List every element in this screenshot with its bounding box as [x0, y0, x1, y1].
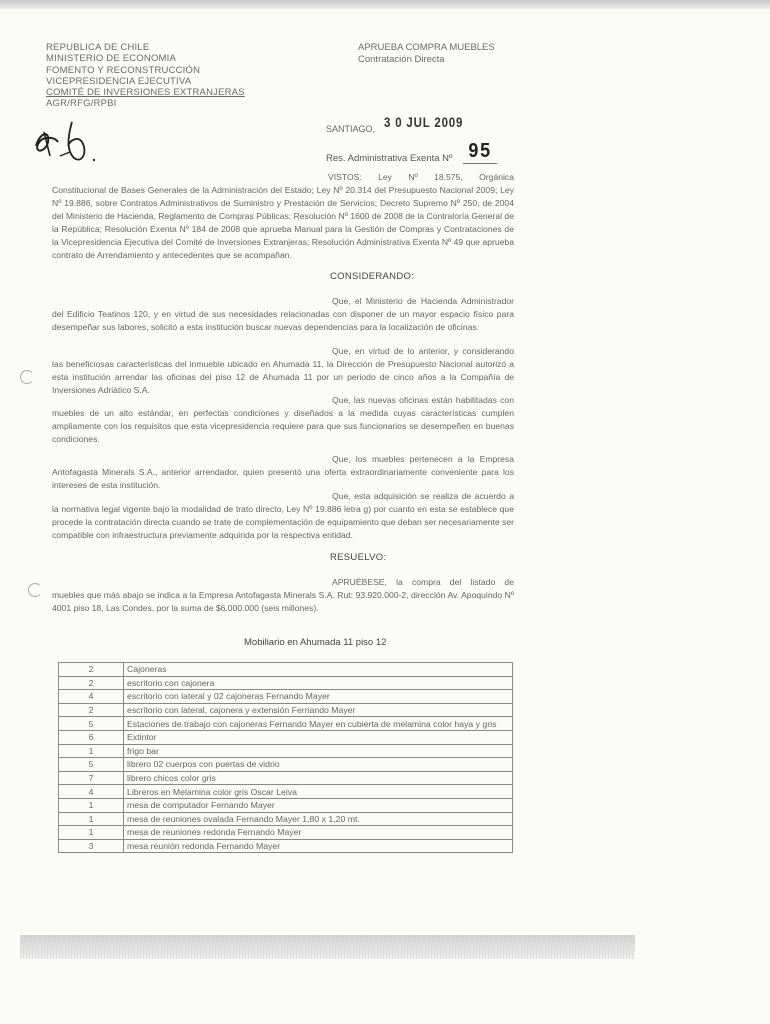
quantity-cell: 5: [59, 758, 124, 772]
item-cell: frigo bar: [124, 744, 513, 758]
table-row: [59, 717, 513, 731]
reference-initials: AGR/RFG/RPBI: [46, 98, 117, 110]
subject-line: APRUEBA COMPRA MUEBLES: [358, 42, 495, 53]
vistos-text: VISTOS: Ley Nº 18.575, Orgánica Constitucional de Bases Generales de la Administración del Estado; Ley Nº 20.314 del Presupuesto Nacional 2009; Ley Nº 19.886, sobre Contratos Administrativos de Suministro y Prestación de Servicios; Decreto Supremo Nº 250, de 2004 del Ministerio de Hacienda, Reglamento de Compras Públicas; Resolución Nº 1600 de 2008 de la Contraloría General de la República; Resolución Exenta Nº 184 de 2008 que aprueba Manual para la Gestión de Compras y Contrataciones de la Vicepresidencia Ejecutiva del Comité de Inversiones Extranjeras; Resolución Administrativa Exenta Nº 49 que aprueba contrato de Arrendamiento y antecedentes que se acompañan.: [52, 172, 514, 260]
resuelvo-text: APRUÉBESE, la compra del listado de muebles que más abajo se indica a la Empresa Antofagasta Minerals S.A. Rut: 93.920.000-2, dirección Av. Apoquindo Nº 4001 piso 18, Las Condes, por la suma de $6.000.000 (seis millones).: [52, 577, 514, 613]
resolution-number: 95: [463, 140, 497, 164]
quantity-cell: 7: [59, 771, 124, 785]
handwritten-signature: [30, 112, 110, 172]
quantity-cell: 1: [59, 798, 124, 812]
considerando-2: [52, 345, 514, 397]
item-cell: escritorio con lateral, cajonera y extensión Fernando Mayer: [124, 703, 513, 717]
quantity-cell: 1: [59, 826, 124, 840]
table-row: [59, 758, 513, 772]
table-row: [59, 826, 513, 840]
furniture-table: [58, 662, 513, 853]
document-subject: [358, 42, 495, 65]
item-cell: librero 02 cuerpos con puertas de vidrio: [124, 758, 513, 772]
considerando-text: Que, las nuevas oficinas están habilitadas con muebles de un alto estándar, en perfectas condiciones y diseñados a la medida cuyas características cumplen ampliamente con los requisitos que esta vicepresidencia requiere para que sus funcionarios se desempeñen en buenas condiciones.: [52, 395, 514, 444]
item-cell: Extintor: [124, 730, 513, 744]
item-cell: mesa reunión redonda Fernando Mayer: [124, 839, 513, 853]
table-row: [59, 798, 513, 812]
table-row: [59, 730, 513, 744]
quantity-cell: 2: [59, 703, 124, 717]
quantity-cell: 4: [59, 690, 124, 704]
table-row: [59, 812, 513, 826]
table-title: Mobiliario en Ahumada 11 piso 12: [244, 637, 387, 648]
item-cell: librero chicos color gris: [124, 771, 513, 785]
date-stamp: 3 0 JUL 2009: [384, 114, 464, 130]
quantity-cell: 1: [59, 812, 124, 826]
letterhead-line: COMITÉ DE INVERSIONES EXTRANJERAS: [46, 87, 245, 99]
vistos-paragraph: [52, 171, 514, 262]
table-row: [59, 690, 513, 704]
considerando-3: [52, 394, 514, 446]
letterhead-line: VICEPRESIDENCIA EJECUTIVA: [46, 75, 192, 87]
scan-bottom-artifact: [20, 935, 635, 959]
scan-margin-mark: [20, 370, 34, 384]
considerando-1: [52, 295, 514, 334]
place-label: SANTIAGO,: [326, 124, 376, 134]
considerando-text: Que, los muebles pertenecen a la Empresa Antofagasta Minerals S.A., anterior arrendador, quien presentó una oferta extraordinariamente conveniente para los intereses de esta institución.: [52, 454, 514, 490]
table-row: [59, 676, 513, 690]
table-row: [59, 744, 513, 758]
quantity-cell: 1: [59, 744, 124, 758]
scan-top-edge: [0, 0, 770, 9]
resuelvo-heading: RESUELVO:: [330, 552, 387, 563]
letterhead-line: REPUBLICA DE CHILE: [46, 42, 150, 53]
item-cell: mesa de reuniones ovalada Fernando Mayer 1,80 x 1,20 mt.: [124, 812, 513, 826]
item-cell: Estaciones de trabajo con cajoneras Fernando Mayer en cubierta de melamina color haya y gris: [124, 717, 513, 731]
item-cell: mesa de reuniones redonda Fernando Mayer: [124, 826, 513, 840]
considerando-text: Que, en virtud de lo anterior, y considerando las beneficiosas características del inmueble ubicado en Ahumada 11, la Dirección de Presupuesto Nacional autorizó a esta institución arrendar las oficinas del piso 12 de Ahumada 11 por un periodo de cinco años a la Compañía de Inversiones Adriático S.A.: [52, 346, 514, 395]
considerando-text: Que, el Ministerio de Hacienda Administrador del Edificio Teatinos 120, y en virtud de sus necesidades relacionadas con disponer de un mayor espacio físico para desempeñar sus labores, solicitó a esta institución buscar nuevas dependencias para la localización de oficinas.: [52, 296, 514, 332]
subject-line: Contratación Directa: [358, 53, 445, 65]
item-cell: mesa de computador Fernando Mayer: [124, 798, 513, 812]
table-row: [59, 703, 513, 717]
item-cell: Libreros en Melamina color gris Oscar Leiva: [124, 785, 513, 799]
table-row: [59, 785, 513, 799]
quantity-cell: 4: [59, 785, 124, 799]
resolution-label: Res. Administrativa Exenta Nº: [326, 153, 453, 164]
letterhead-line: FOMENTO Y RECONSTRUCCIÓN: [46, 64, 201, 76]
quantity-cell: 2: [59, 676, 124, 690]
table-row: [59, 663, 513, 677]
resolution-line: [326, 140, 499, 164]
item-cell: escritorio con lateral y 02 cajoneras Fernando Mayer: [124, 690, 513, 704]
scan-margin-mark: [28, 583, 42, 597]
item-cell: escritorio con cajonera: [124, 676, 513, 690]
considerando-heading: CONSIDERANDO:: [330, 271, 415, 282]
table-row: [59, 771, 513, 785]
resuelvo-paragraph: [52, 576, 514, 615]
letterhead-line: MINISTERIO DE ECONOMIA: [46, 53, 177, 65]
considerando-4: [52, 453, 514, 492]
item-cell: Cajoneras: [124, 663, 513, 677]
considerando-text: Que, esta adquisición se realiza de acuerdo a la normativa legal vigente bajo la modalidad de trato directo, Ley Nº 19.886 letra g) por cuanto en esta se establece que procede la contratación directa cuando se trate de complementación de equipamiento que deban ser necesariamente ser compatible con infraestructura previamente adquirida por la respectiva entidad.: [52, 491, 514, 540]
quantity-cell: 6: [59, 730, 124, 744]
quantity-cell: 3: [59, 839, 124, 853]
considerando-5: [52, 490, 514, 542]
quantity-cell: 2: [59, 663, 124, 677]
letterhead: [46, 42, 245, 110]
quantity-cell: 5: [59, 717, 124, 731]
table-row: [59, 839, 513, 853]
